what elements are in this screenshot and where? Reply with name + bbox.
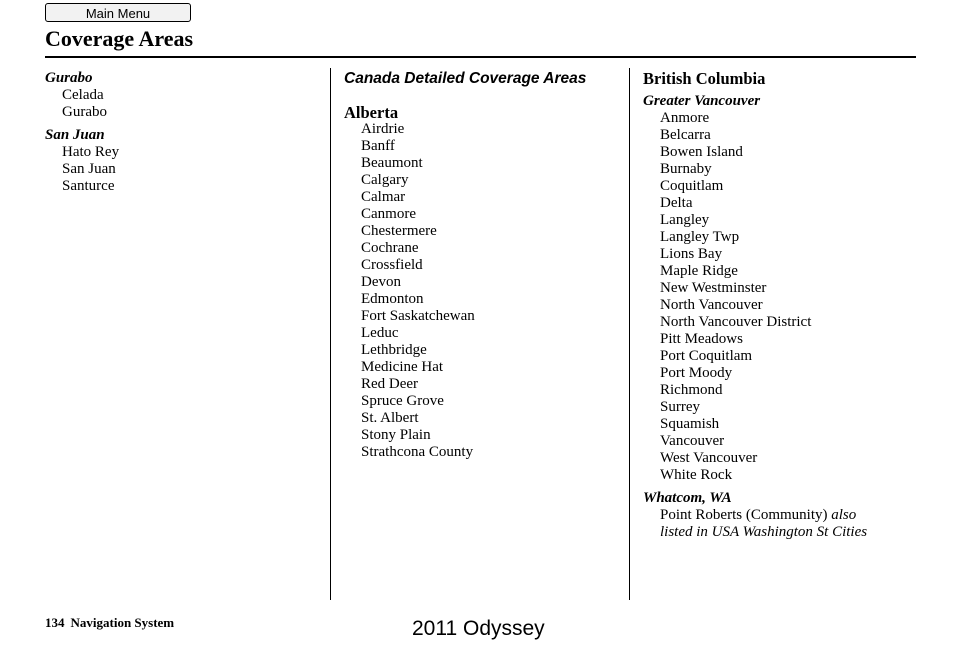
list-item: Langley Twp — [660, 229, 740, 245]
list-item: Strathcona County — [361, 444, 474, 460]
gurabo-city-list — [45, 87, 315, 121]
list-item: Devon — [361, 274, 401, 290]
list-item: Delta — [660, 195, 693, 211]
column-1 — [45, 68, 315, 195]
column-divider-2 — [629, 68, 630, 600]
list-item: San Juan — [62, 161, 116, 177]
list-item: Stony Plain — [361, 427, 431, 443]
alberta-city-list — [344, 121, 622, 461]
list-item: North Vancouver — [660, 297, 763, 313]
list-item: Crossfield — [361, 257, 423, 273]
list-item: Squamish — [660, 416, 720, 432]
column-3 — [643, 68, 933, 541]
list-item: New Westminster — [660, 280, 767, 296]
list-item: Chestermere — [361, 223, 437, 239]
province-heading-alberta: Alberta — [344, 103, 399, 122]
list-item: Surrey — [660, 399, 700, 415]
list-item: Belcarra — [660, 127, 711, 143]
list-item: Lethbridge — [361, 342, 427, 358]
column-divider-1 — [330, 68, 331, 600]
list-item: Port Moody — [660, 365, 733, 381]
page-title: Coverage Areas — [45, 26, 194, 51]
list-item: Calgary — [361, 172, 409, 188]
list-item: Celada — [62, 87, 104, 103]
list-item: Canmore — [361, 206, 416, 222]
cross-reference-note: also — [831, 507, 857, 523]
list-item: Cochrane — [361, 240, 419, 256]
list-item: Burnaby — [660, 161, 712, 177]
region-heading-whatcom: Whatcom, WA — [643, 490, 732, 506]
list-item: Maple Ridge — [660, 263, 738, 279]
list-item: White Rock — [660, 467, 733, 483]
greater-vancouver-city-list — [643, 110, 933, 484]
list-item: Airdrie — [361, 121, 405, 137]
list-item: Coquitlam — [660, 178, 724, 194]
list-item: Banff — [361, 138, 395, 154]
province-heading-british-columbia: British Columbia — [643, 69, 766, 88]
section-heading: Canada Detailed Coverage Areas — [344, 70, 587, 87]
list-item: Santurce — [62, 178, 115, 194]
list-item: Port Coquitlam — [660, 348, 753, 364]
list-item: Spruce Grove — [361, 393, 444, 409]
page-footer — [45, 615, 174, 631]
list-item: West Vancouver — [660, 450, 758, 466]
list-item: Medicine Hat — [361, 359, 444, 375]
main-menu-button[interactable]: Main Menu — [45, 3, 191, 22]
list-item: Pitt Meadows — [660, 331, 743, 347]
list-item: St. Albert — [361, 410, 419, 426]
list-item: Red Deer — [361, 376, 419, 392]
list-item: Langley — [660, 212, 710, 228]
footer-section-title: Navigation System — [70, 615, 175, 630]
list-item: Hato Rey — [62, 144, 120, 160]
list-item: Beaumont — [361, 155, 423, 171]
group-heading-gurabo: Gurabo — [45, 70, 93, 86]
list-item: Richmond — [660, 382, 723, 398]
list-item: Gurabo — [62, 104, 107, 120]
list-item: Leduc — [361, 325, 399, 341]
point-roberts-entry — [643, 507, 933, 524]
list-item: Vancouver — [660, 433, 725, 449]
san-juan-city-list — [45, 144, 315, 195]
list-item: Bowen Island — [660, 144, 743, 160]
cross-reference-note: listed in USA Washington St Cities — [660, 524, 868, 540]
cross-reference-line — [643, 524, 933, 541]
page-number: 134 — [45, 615, 65, 630]
list-item: Point Roberts (Community) — [660, 507, 828, 523]
list-item: Calmar — [361, 189, 406, 205]
column-2 — [344, 68, 622, 461]
region-heading-greater-vancouver: Greater Vancouver — [643, 93, 761, 109]
list-item: North Vancouver District — [660, 314, 812, 330]
title-divider — [45, 56, 916, 58]
watermark: 2011 Odyssey — [412, 617, 545, 640]
list-item: Fort Saskatchewan — [361, 308, 475, 324]
list-item: Edmonton — [361, 291, 424, 307]
group-heading-san-juan: San Juan — [45, 127, 105, 143]
list-item: Anmore — [660, 110, 710, 126]
list-item: Lions Bay — [660, 246, 723, 262]
